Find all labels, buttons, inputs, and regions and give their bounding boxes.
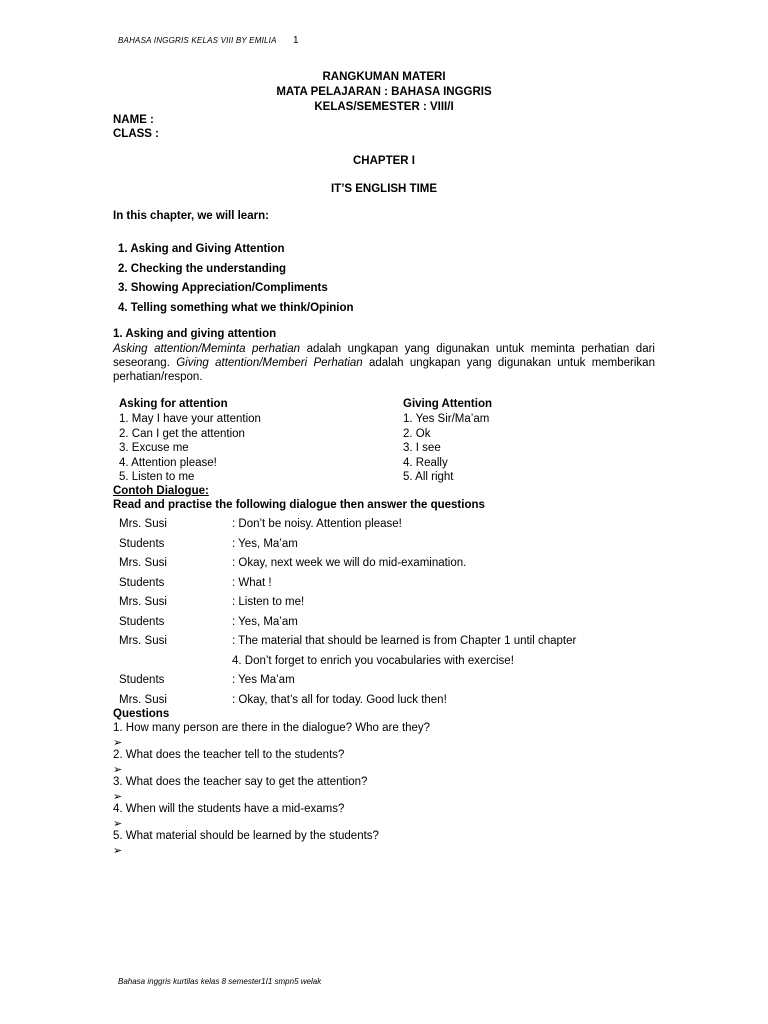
dialogue-line: : Yes, Ma’am xyxy=(232,538,298,550)
dialogue-line: : Yes, Ma’am xyxy=(232,616,298,628)
answer-arrow-icon: ➢ xyxy=(113,764,123,776)
answer-arrow-icon: ➢ xyxy=(113,737,123,749)
class-field-label: CLASS : xyxy=(113,128,159,140)
learning-item: 4. Telling something what we think/Opinion xyxy=(118,302,354,314)
dialogue-line: : Okay, next week we will do mid-examination. xyxy=(232,557,467,569)
chapter-name: IT’S ENGLISH TIME xyxy=(330,183,438,195)
question-item: 2. What does the teacher tell to the students? xyxy=(113,749,345,761)
question-item: 3. What does the teacher say to get the attention? xyxy=(113,776,368,788)
asking-attention-item: 2. Can I get the attention xyxy=(119,428,245,440)
dialogue-line: : The material that should be learned is from Chapter 1 until chapter xyxy=(232,635,577,647)
dialogue-speaker: Mrs. Susi xyxy=(119,518,167,530)
giving-attention-item: 4. Really xyxy=(403,457,448,469)
answer-arrow-icon: ➢ xyxy=(113,791,123,803)
giving-attention-item: 2. Ok xyxy=(403,428,431,440)
dialogue-speaker: Mrs. Susi xyxy=(119,694,167,706)
dialogue-instruction: Read and practise the following dialogue then answer the questions xyxy=(113,499,485,511)
giving-attention-item: 5. All right xyxy=(403,471,454,483)
section-paragraph xyxy=(113,342,655,384)
dialogue-speaker: Students xyxy=(119,538,165,550)
doc-title-line2: MATA PELAJARAN : BAHASA INGGRIS xyxy=(276,86,492,98)
paragraph-text: adalah ungkapan yang digunakan untuk memberikan perhatian/respon. xyxy=(113,357,655,383)
questions-heading: Questions xyxy=(113,708,170,720)
dialogue-line-continued: 4. Don’t forget to enrich you vocabularies with exercise! xyxy=(232,655,514,667)
doc-title-line1: RANGKUMAN MATERI xyxy=(322,71,446,83)
paragraph-text: adalah ungkapan yang digunakan untuk meminta perhatian dari seseorang. xyxy=(113,343,655,369)
asking-attention-item: 1. May I have your attention xyxy=(119,413,261,425)
asking-attention-heading: Asking for attention xyxy=(119,398,228,410)
dialogue-speaker: Mrs. Susi xyxy=(119,557,167,569)
dialogue-speaker: Students xyxy=(119,616,165,628)
dialogue-label: Contoh Dialogue: xyxy=(113,485,209,497)
giving-attention-item: 3. I see xyxy=(403,442,441,454)
dialogue-speaker: Mrs. Susi xyxy=(119,596,167,608)
question-item: 4. When will the students have a mid-exams? xyxy=(113,803,345,815)
giving-attention-item: 1. Yes Sir/Ma’am xyxy=(403,413,490,425)
dialogue-line: : Don’t be noisy. Attention please! xyxy=(232,518,402,530)
asking-attention-item: 4. Attention please! xyxy=(119,457,217,469)
dialogue-speaker: Mrs. Susi xyxy=(119,635,167,647)
question-item: 1. How many person are there in the dialogue? Who are they? xyxy=(113,722,431,734)
term-asking-attention: Asking attention/Meminta perhatian xyxy=(113,343,301,355)
term-giving-attention: Giving attention/Memberi Perhatian xyxy=(176,357,363,369)
learning-item: 3. Showing Appreciation/Compliments xyxy=(118,282,328,294)
giving-attention-heading: Giving Attention xyxy=(403,398,493,410)
dialogue-line: : Listen to me! xyxy=(232,596,305,608)
dialogue-line: : Yes Ma’am xyxy=(232,674,295,686)
answer-arrow-icon: ➢ xyxy=(113,845,123,857)
dialogue-speaker: Students xyxy=(119,674,165,686)
asking-attention-item: 3. Excuse me xyxy=(119,442,189,454)
dialogue-speaker: Students xyxy=(119,577,165,589)
doc-title-line3: KELAS/SEMESTER : VIII/I xyxy=(314,101,454,113)
section-heading: 1. Asking and giving attention xyxy=(113,328,277,340)
question-item: 5. What material should be learned by the students? xyxy=(113,830,379,842)
answer-arrow-icon: ➢ xyxy=(113,818,123,830)
learning-item: 1. Asking and Giving Attention xyxy=(118,243,285,255)
running-header: BAHASA INGGRIS KELAS VIII BY EMILIA xyxy=(118,36,277,45)
chapter-intro: In this chapter, we will learn: xyxy=(113,210,269,222)
learning-item: 2. Checking the understanding xyxy=(118,263,287,275)
chapter-number: CHAPTER I xyxy=(353,155,415,167)
dialogue-line: : Okay, that’s all for today. Good luck then! xyxy=(232,694,447,706)
page-footer: Bahasa inggris kurtilas kelas 8 semester1I1 smpn5 welak xyxy=(118,977,322,986)
name-field-label: NAME : xyxy=(113,114,154,126)
dialogue-line: : What ! xyxy=(232,577,272,589)
asking-attention-item: 5. Listen to me xyxy=(119,471,195,483)
page-number: 1 xyxy=(293,35,299,46)
